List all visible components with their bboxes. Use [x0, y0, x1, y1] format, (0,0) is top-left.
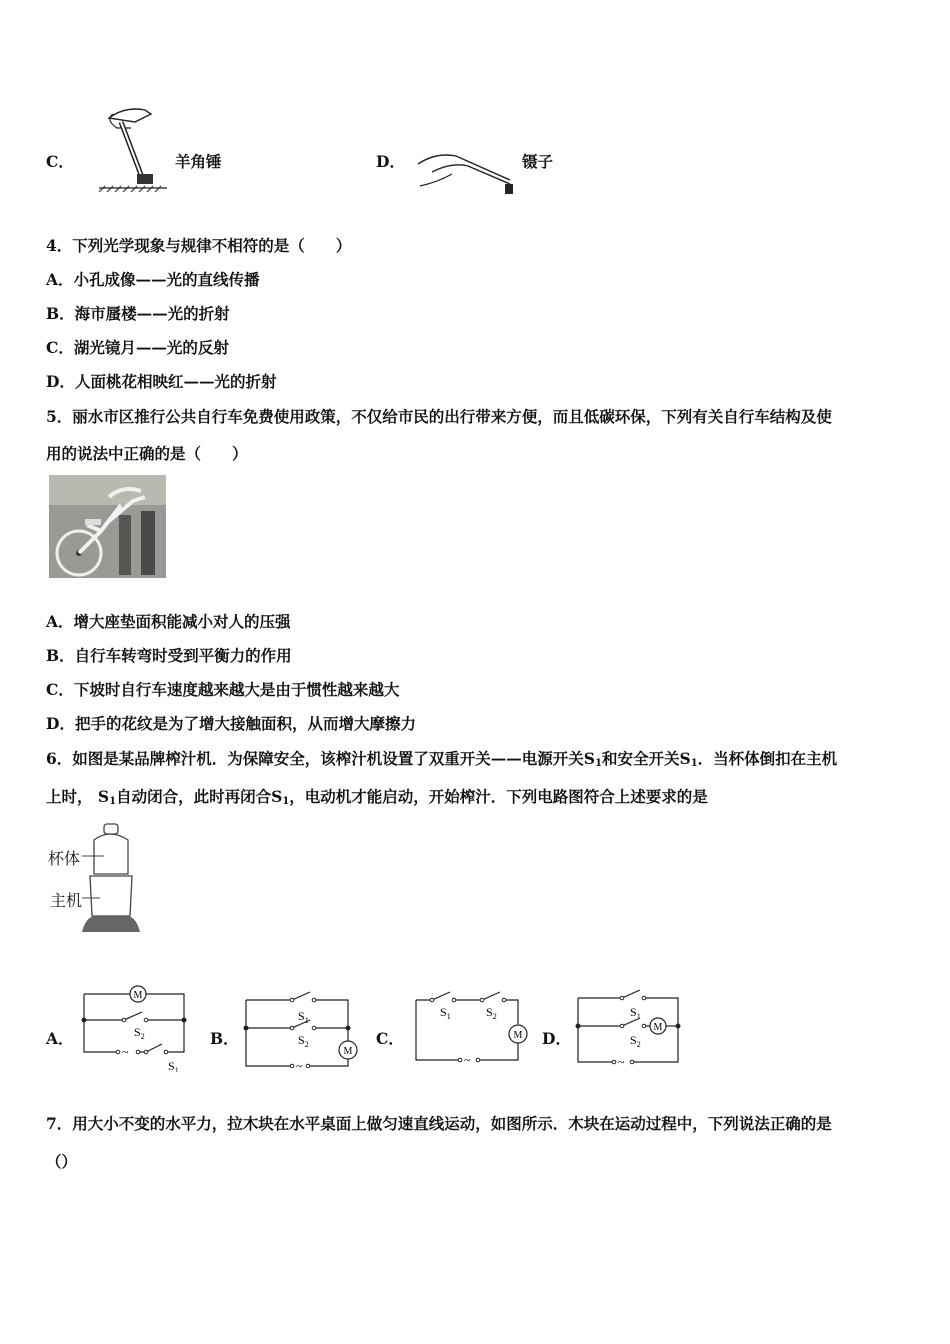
juicer-figure: [46, 820, 146, 940]
svg-text:M: M: [513, 1030, 523, 1041]
q5-option-c: C．下坡时自行车速度越来越大是由于惯性越来越大: [46, 680, 400, 699]
q4-option-b: B．海市蜃楼——光的折射: [46, 304, 230, 323]
q5-option-a: A．增大座垫面积能减小对人的压强: [46, 612, 291, 631]
option-d-text: 镊子: [522, 152, 554, 171]
circuit-b: [242, 990, 360, 1075]
q6-stem-line1: 6．如图是某品牌榨汁机．为保障安全，该榨汁机设置了双重开关——电源开关$S_1$和安全开关$S_1$．当杯体倒扣在主机: [46, 749, 838, 769]
svg-text:S2: $S_2$: [630, 1033, 641, 1049]
option-d-letter: D．: [376, 152, 405, 171]
bicycle-photo: [49, 475, 166, 578]
svg-text:S1: $S_1$: [440, 1005, 451, 1021]
q6-option-d-letter: D．: [542, 1029, 571, 1048]
svg-text:~: ~: [296, 1059, 303, 1073]
q5-stem-line2: 用的说法中正确的是（ ）: [46, 444, 248, 463]
label-cup: 杯体: [48, 849, 81, 868]
q4-stem: 4．下列光学现象与规律不相符的是（ ）: [46, 236, 352, 255]
q6-option-a-letter: A．: [46, 1029, 74, 1048]
q7-stem-line1: 7．用大小不变的水平力，拉木块在水平桌面上做匀速直线运动，如图所示．木块在运动过程中，下列说法正确的是: [46, 1114, 832, 1133]
svg-text:S1: $S_1$: [630, 1005, 641, 1021]
svg-text:~: ~: [464, 1053, 471, 1067]
q4-option-c: C．湖光镜月——光的反射: [46, 338, 229, 357]
claw-hammer-figure: [95, 100, 175, 200]
circuit-c: [412, 990, 532, 1072]
circuit-a: [80, 982, 190, 1072]
tweezers-figure: [412, 142, 522, 198]
option-c-letter: C．: [46, 152, 74, 171]
source-symbol: ~: [122, 1045, 129, 1059]
motor-label: M: [133, 990, 143, 1001]
q6-option-b-letter: B．: [210, 1029, 239, 1048]
svg-text:S1: $S_1$: [168, 1059, 179, 1072]
svg-text:M: M: [343, 1046, 353, 1057]
svg-text:S2: $S_2$: [134, 1025, 145, 1041]
label-base: 主机: [50, 891, 83, 910]
q5-option-b: B．自行车转弯时受到平衡力的作用: [46, 646, 292, 665]
q5-option-d: D．把手的花纹是为了增大接触面积，从而增大摩擦力: [46, 714, 416, 733]
svg-text:~: ~: [618, 1055, 625, 1069]
q4-option-d: D．人面桃花相映红——光的折射: [46, 372, 277, 391]
circuit-d: [574, 988, 686, 1070]
svg-text:S1: $S_1$: [298, 1009, 309, 1025]
option-c-text: 羊角锤: [175, 152, 222, 171]
q7-stem-line2: （）: [46, 1152, 78, 1171]
svg-text:M: M: [653, 1022, 663, 1033]
q6-stem-line2: 上时， $S_1$自动闭合，此时再闭合$S_1$，电动机才能启动，开始榨汁．下列电路图符合上述要求的是: [46, 787, 708, 807]
q5-stem-line1: 5．丽水市区推行公共自行车免费使用政策，不仅给市民的出行带来方便，而且低碳环保，下列有关自行车结构及使: [46, 407, 832, 426]
svg-text:S2: $S_2$: [298, 1033, 309, 1049]
svg-text:S2: $S_2$: [486, 1005, 497, 1021]
q4-option-a: A．小孔成像——光的直线传播: [46, 270, 260, 289]
q6-option-c-letter: C．: [376, 1029, 404, 1048]
